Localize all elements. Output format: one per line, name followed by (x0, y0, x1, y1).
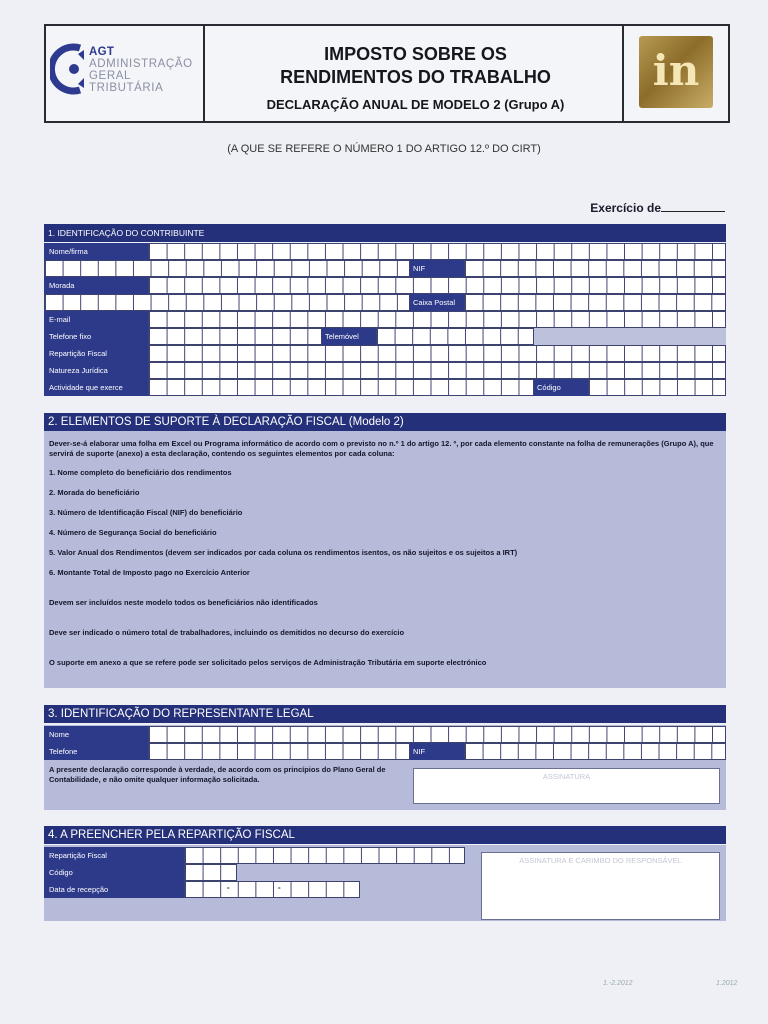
label-rep-nif: NIF (410, 743, 464, 760)
natureza-input[interactable] (148, 362, 726, 379)
section-2-intro: Dever-se-á elaborar uma folha em Excel ou Programa informático de acordo com o previsto no n.º 1 do artigo 12. º, por cada elemento constante na folha de remunerações (Grupo A), que servirá de suporte (anexo) a esta declaração, contendo os seguintes elementos por cada coluna: (49, 439, 714, 458)
row-nome-2 (44, 260, 726, 277)
form-header (44, 24, 730, 123)
codigo-input[interactable] (588, 379, 726, 396)
label-caixa-postal: Caixa Postal (410, 294, 464, 311)
section-2-note-2: Deve ser indicado o número total de trabalhadores, incluindo os demitidos no decurso do exercício (49, 628, 405, 637)
date-separator-1: - (227, 883, 230, 892)
label-reparticao: Repartição Fiscal (44, 345, 148, 362)
row-reparticao (44, 345, 726, 362)
caixa-postal-input[interactable] (464, 294, 726, 311)
agt-abbr: AGT (89, 46, 115, 58)
title-line-1: IMPOSTO SOBRE OS (324, 44, 507, 64)
label-rep-nome: Nome (44, 726, 148, 743)
nome-input-cont[interactable] (44, 260, 410, 277)
agt-line-3: TRIBUTÁRIA (89, 82, 164, 94)
label-rf-reparticao: Repartição Fiscal (44, 847, 184, 864)
row-actividade (44, 379, 726, 396)
footer-mark-2: 1.2012 (716, 980, 738, 987)
label-telefone-fixo: Telefone fixo (44, 328, 148, 345)
rf-reparticao-input[interactable] (184, 847, 465, 864)
agt-line-1: ADMINISTRAÇÃO (89, 58, 193, 70)
rep-nif-input[interactable] (464, 743, 726, 760)
section-2-title: 2. ELEMENTOS DE SUPORTE À DECLARAÇÃO FISCAL (Modelo 2) (44, 413, 726, 431)
section-3-title: 3. IDENTIFICAÇÃO DO REPRESENTANTE LEGAL (44, 705, 726, 723)
actividade-input[interactable] (148, 379, 534, 396)
label-nome: Nome/firma (44, 243, 148, 260)
form-subtitle: DECLARAÇÃO ANUAL DE MODELO 2 (Grupo A) (266, 97, 565, 112)
assinatura-carimbo-box[interactable] (481, 852, 720, 920)
label-nif: NIF (410, 260, 464, 277)
rf-data-input[interactable] (184, 881, 360, 898)
footer-mark-1: 1.-2.2012 (603, 980, 633, 987)
assinatura-carimbo-label: ASSINATURA E CARIMBO DO RESPONSÁVEL (519, 856, 682, 865)
section-2-item-6: 6. Montante Total de Imposto pago no Exercício Anterior (49, 568, 250, 577)
form-title-block (205, 26, 626, 121)
exercicio-label: Exercício de (590, 201, 661, 215)
exercicio-input[interactable] (661, 199, 725, 212)
section-2-item-5: 5. Valor Anual dos Rendimentos (devem ser indicados por cada coluna os rendimentos isentos, os não sujeitos e os sujeitos a IRT) (49, 548, 518, 557)
row-morada-2 (44, 294, 726, 311)
label-rf-data: Data de recepção (44, 881, 184, 898)
agt-line-2: GERAL (89, 70, 131, 82)
row-telefone (44, 328, 726, 345)
section-4-title: 4. A PREENCHER PELA REPARTIÇÃO FISCAL (44, 826, 726, 844)
section-2-item-1: 1. Nome completo do beneficiário dos rendimentos (49, 468, 232, 477)
rf-codigo-input[interactable] (184, 864, 237, 881)
section-2-item-3: 3. Número de Identificação Fiscal (NIF) do beneficiário (49, 508, 243, 517)
reparticao-input[interactable] (148, 345, 726, 362)
agt-emblem-icon (50, 42, 84, 96)
title-line-2: RENDIMENTOS DO TRABALHO (280, 67, 551, 87)
telefone-fixo-input[interactable] (148, 328, 322, 345)
email-input[interactable] (148, 311, 726, 328)
section-2-note-1: Devem ser incluídos neste modelo todos os beneficiários não identificados (49, 598, 318, 607)
section-2-note-3: O suporte em anexo a que se refere pode ser solicitado pelos serviços de Administração Tributária em suporte electrónico (49, 658, 487, 667)
label-actividade: Actividade que exerce (44, 379, 148, 396)
label-telemovel: Telemóvel (322, 328, 376, 345)
label-morada: Morada (44, 277, 148, 294)
agt-logo (46, 26, 205, 121)
telemovel-input[interactable] (376, 328, 534, 345)
section-2-item-4: 4. Número de Segurança Social do beneficiário (49, 528, 217, 537)
security-seal (622, 26, 728, 121)
row-rep-telefone (44, 743, 726, 760)
label-codigo: Código (534, 379, 588, 396)
assinatura-box[interactable] (413, 768, 720, 804)
label-natureza: Natureza Jurídica (44, 362, 148, 379)
section-2-item-2: 2. Morada do beneficiário (49, 488, 140, 497)
nome-input[interactable] (148, 243, 726, 260)
rep-telefone-input[interactable] (148, 743, 410, 760)
declaration-text: A presente declaração corresponde à verdade, de acordo com os princípios do Plano Geral de Contabilidade, e não omite qualquer informação solicitada. (49, 765, 386, 784)
section-2-body (44, 431, 726, 688)
morada-input[interactable] (148, 277, 726, 294)
legal-reference: (A QUE SE REFERE O NÚMERO 1 DO ARTIGO 12.º DO CIRT) (227, 143, 541, 155)
label-rf-codigo: Código (44, 864, 184, 881)
section-1-title: 1. IDENTIFICAÇÃO DO CONTRIBUINTE (44, 224, 726, 242)
label-email: E-mail (44, 311, 148, 328)
row-natureza (44, 362, 726, 379)
label-rep-telefone: Telefone (44, 743, 148, 760)
exercicio-field[interactable] (590, 199, 725, 215)
shaded-area (534, 328, 726, 345)
morada-input-cont[interactable] (44, 294, 410, 311)
assinatura-label: ASSINATURA (542, 772, 591, 781)
row-email (44, 311, 726, 328)
row-morada (44, 277, 726, 294)
hologram-seal-icon: in (639, 36, 713, 108)
row-rep-nome (44, 726, 726, 743)
rep-nome-input[interactable] (148, 726, 726, 743)
row-nome (44, 243, 726, 260)
date-separator-2: - (278, 883, 281, 892)
nif-input[interactable] (464, 260, 726, 277)
